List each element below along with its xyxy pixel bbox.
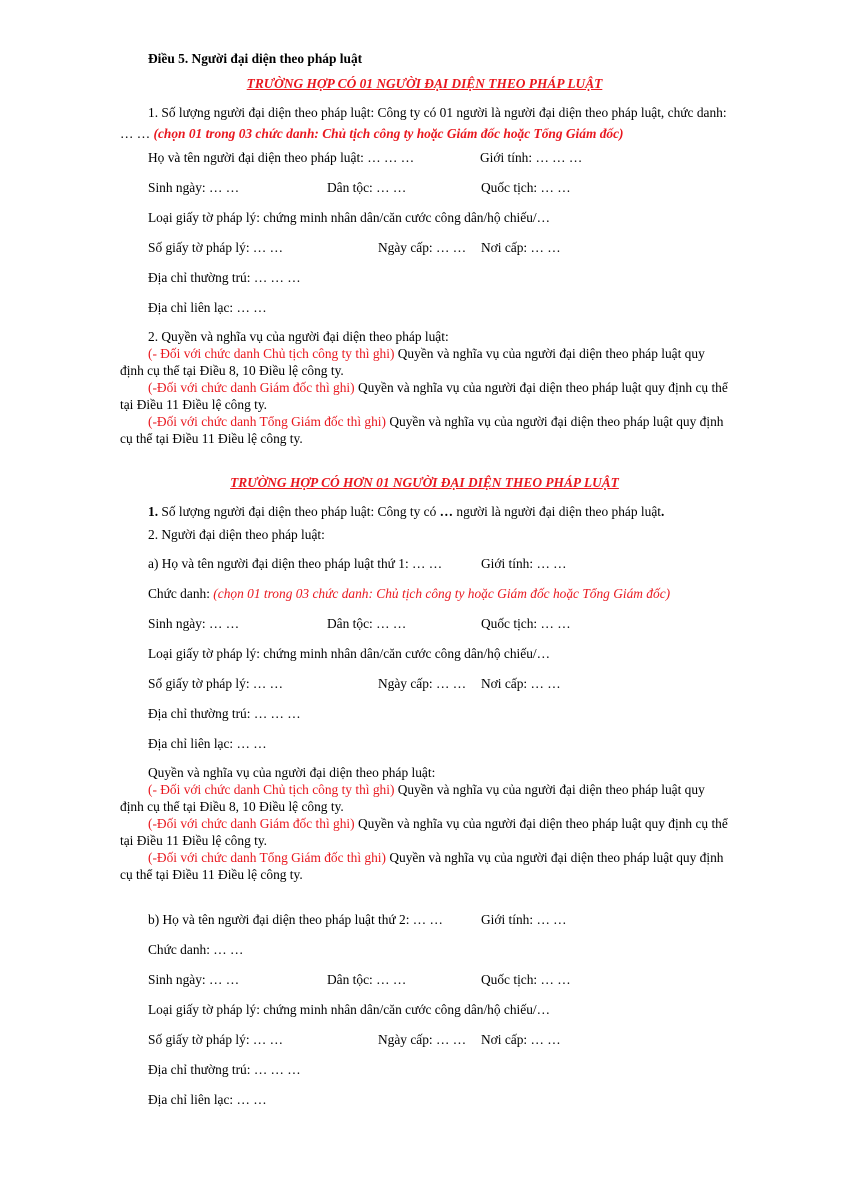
case1-rights-director-line2: tại Điều 11 Điều lệ công ty. xyxy=(120,397,268,412)
rep1-rights-ceo-line2: cụ thể tại Điều 11 Điều lệ công ty. xyxy=(120,867,303,882)
case2-count-rest: người là người đại diện theo pháp luật xyxy=(456,504,661,519)
rep2-permanent-address-field: Địa chỉ thường trú: … … … xyxy=(148,1062,301,1077)
rep1-rights-ceo-line1 xyxy=(148,849,723,866)
rep1-title-field xyxy=(148,585,670,602)
case2-count-number: 1. xyxy=(148,504,159,519)
rep1-director-note: (-Đối với chức danh Giám đốc thì ghi) xyxy=(148,816,355,831)
rep2-ethnicity-field: Dân tộc: … … xyxy=(327,972,407,987)
case1-heading: TRƯỜNG HỢP CÓ 01 NGƯỜI ĐẠI DIỆN THEO PHÁP LUẬT xyxy=(246,76,603,91)
rep1-chairman-text: Quyền và nghĩa vụ của người đại diện theo pháp luật quy xyxy=(397,782,705,797)
rep2-issue-place-field: Nơi cấp: … … xyxy=(481,1032,561,1047)
rep1-contact-address-field: Địa chỉ liên lạc: … … xyxy=(148,736,267,751)
case1-title-note: (chọn 01 trong 03 chức danh: Chủ tịch công ty hoặc Giám đốc hoặc Tổng Giám đốc) xyxy=(153,126,624,141)
case1-rights-director-line1 xyxy=(148,379,728,396)
rep1-issue-place-field: Nơi cấp: … … xyxy=(481,676,561,691)
case2-count-dots: … xyxy=(439,504,454,519)
rep1-name-field: a) Họ và tên người đại diện theo pháp luật thứ 1: … … xyxy=(148,556,443,571)
rep1-director-text: Quyền và nghĩa vụ của người đại diện theo pháp luật quy định cụ thể xyxy=(357,816,728,831)
rep1-chairman-note: (- Đối với chức danh Chủ tịch công ty thì ghi) xyxy=(148,782,395,797)
rep2-gender-field: Giới tính: … … xyxy=(481,912,567,927)
rep2-id-type-field: Loại giấy tờ pháp lý: chứng minh nhân dân/căn cước công dân/hộ chiếu/… xyxy=(148,1002,551,1017)
case1-chairman-text: Quyền và nghĩa vụ của người đại diện theo pháp luật quy xyxy=(397,346,705,361)
case1-title-dots: … … xyxy=(120,126,151,141)
case1-rights-chairman-line1 xyxy=(148,345,705,362)
rep1-ceo-text: Quyền và nghĩa vụ của người đại diện theo pháp luật quy định xyxy=(389,850,724,865)
case1-dob-field: Sinh ngày: … … xyxy=(148,180,240,195)
rep2-nationality-field: Quốc tịch: … … xyxy=(481,972,571,987)
case2-count-period: . xyxy=(660,504,665,519)
case1-rights-ceo-line1 xyxy=(148,413,723,430)
rep1-rights-director-line1 xyxy=(148,815,728,832)
case1-issue-place-field: Nơi cấp: … … xyxy=(481,240,561,255)
rep1-dob-field: Sinh ngày: … … xyxy=(148,616,240,631)
case1-permanent-address-field: Địa chỉ thường trú: … … … xyxy=(148,270,301,285)
rep1-permanent-address-field: Địa chỉ thường trú: … … … xyxy=(148,706,301,721)
rep2-contact-address-field: Địa chỉ liên lạc: … … xyxy=(148,1092,267,1107)
rep1-ethnicity-field: Dân tộc: … … xyxy=(327,616,407,631)
case1-count-line1: 1. Số lượng người đại diện theo pháp luật: Công ty có 01 người là người đại diện theo pháp luật, chức danh: xyxy=(148,105,727,120)
case1-issue-date-field: Ngày cấp: … … xyxy=(378,240,467,255)
rep2-name-field: b) Họ và tên người đại diện theo pháp luật thứ 2: … … xyxy=(148,912,443,927)
case1-nationality-field: Quốc tịch: … … xyxy=(481,180,571,195)
case1-rights-ceo-line2: cụ thể tại Điều 11 Điều lệ công ty. xyxy=(120,431,303,446)
rep1-id-type-field: Loại giấy tờ pháp lý: chứng minh nhân dân/căn cước công dân/hộ chiếu/… xyxy=(148,646,551,661)
case1-name-field: Họ và tên người đại diện theo pháp luật: … … … xyxy=(148,150,415,165)
case1-contact-address-field: Địa chỉ liên lạc: … … xyxy=(148,300,267,315)
case1-count-line2 xyxy=(120,125,624,142)
case1-id-number-field: Số giấy tờ pháp lý: … … xyxy=(148,240,284,255)
rep1-nationality-field: Quốc tịch: … … xyxy=(481,616,571,631)
rep2-title-field: Chức danh: … … xyxy=(148,942,244,957)
case1-id-type-field: Loại giấy tờ pháp lý: chứng minh nhân dân/căn cước công dân/hộ chiếu/… xyxy=(148,210,551,225)
case1-director-note: (-Đối với chức danh Giám đốc thì ghi) xyxy=(148,380,355,395)
rep2-dob-field: Sinh ngày: … … xyxy=(148,972,240,987)
case2-count-text: Số lượng người đại diện theo pháp luật: Công ty có xyxy=(161,504,437,519)
case1-ethnicity-field: Dân tộc: … … xyxy=(327,180,407,195)
case1-rights-title: 2. Quyền và nghĩa vụ của người đại diện theo pháp luật: xyxy=(148,329,449,344)
case2-heading: TRƯỜNG HỢP CÓ HƠN 01 NGƯỜI ĐẠI DIỆN THEO PHÁP LUẬT xyxy=(230,475,619,490)
case1-rights-chairman-line2: định cụ thể tại Điều 8, 10 Điều lệ công ty. xyxy=(120,363,344,378)
rep2-issue-date-field: Ngày cấp: … … xyxy=(378,1032,467,1047)
rep1-title-note: (chọn 01 trong 03 chức danh: Chủ tịch công ty hoặc Giám đốc hoặc Tổng Giám đốc) xyxy=(213,586,671,601)
case2-count-line xyxy=(148,503,664,520)
case1-ceo-text: Quyền và nghĩa vụ của người đại diện theo pháp luật quy định xyxy=(389,414,724,429)
rep1-ceo-note: (-Đối với chức danh Tổng Giám đốc thì ghi) xyxy=(148,850,386,865)
rep1-title-label: Chức danh: xyxy=(148,586,210,601)
case1-chairman-note: (- Đối với chức danh Chủ tịch công ty thì ghi) xyxy=(148,346,395,361)
rep1-rights-chairman-line2: định cụ thể tại Điều 8, 10 Điều lệ công ty. xyxy=(120,799,344,814)
rep1-rights-title: Quyền và nghĩa vụ của người đại diện theo pháp luật: xyxy=(148,765,436,780)
rep2-id-number-field: Số giấy tờ pháp lý: … … xyxy=(148,1032,284,1047)
rep1-rights-director-line2: tại Điều 11 Điều lệ công ty. xyxy=(120,833,268,848)
rep1-gender-field: Giới tính: … … xyxy=(481,556,567,571)
rep1-id-number-field: Số giấy tờ pháp lý: … … xyxy=(148,676,284,691)
case1-director-text: Quyền và nghĩa vụ của người đại diện theo pháp luật quy định cụ thể xyxy=(357,380,728,395)
case1-ceo-note: (-Đối với chức danh Tổng Giám đốc thì ghi) xyxy=(148,414,386,429)
case2-reps-title: 2. Người đại diện theo pháp luật: xyxy=(148,527,325,542)
rep1-rights-chairman-line1 xyxy=(148,781,705,798)
case1-gender-field: Giới tính: … … … xyxy=(480,150,583,165)
rep1-issue-date-field: Ngày cấp: … … xyxy=(378,676,467,691)
article-title: Điều 5. Người đại diện theo pháp luật xyxy=(148,51,363,66)
